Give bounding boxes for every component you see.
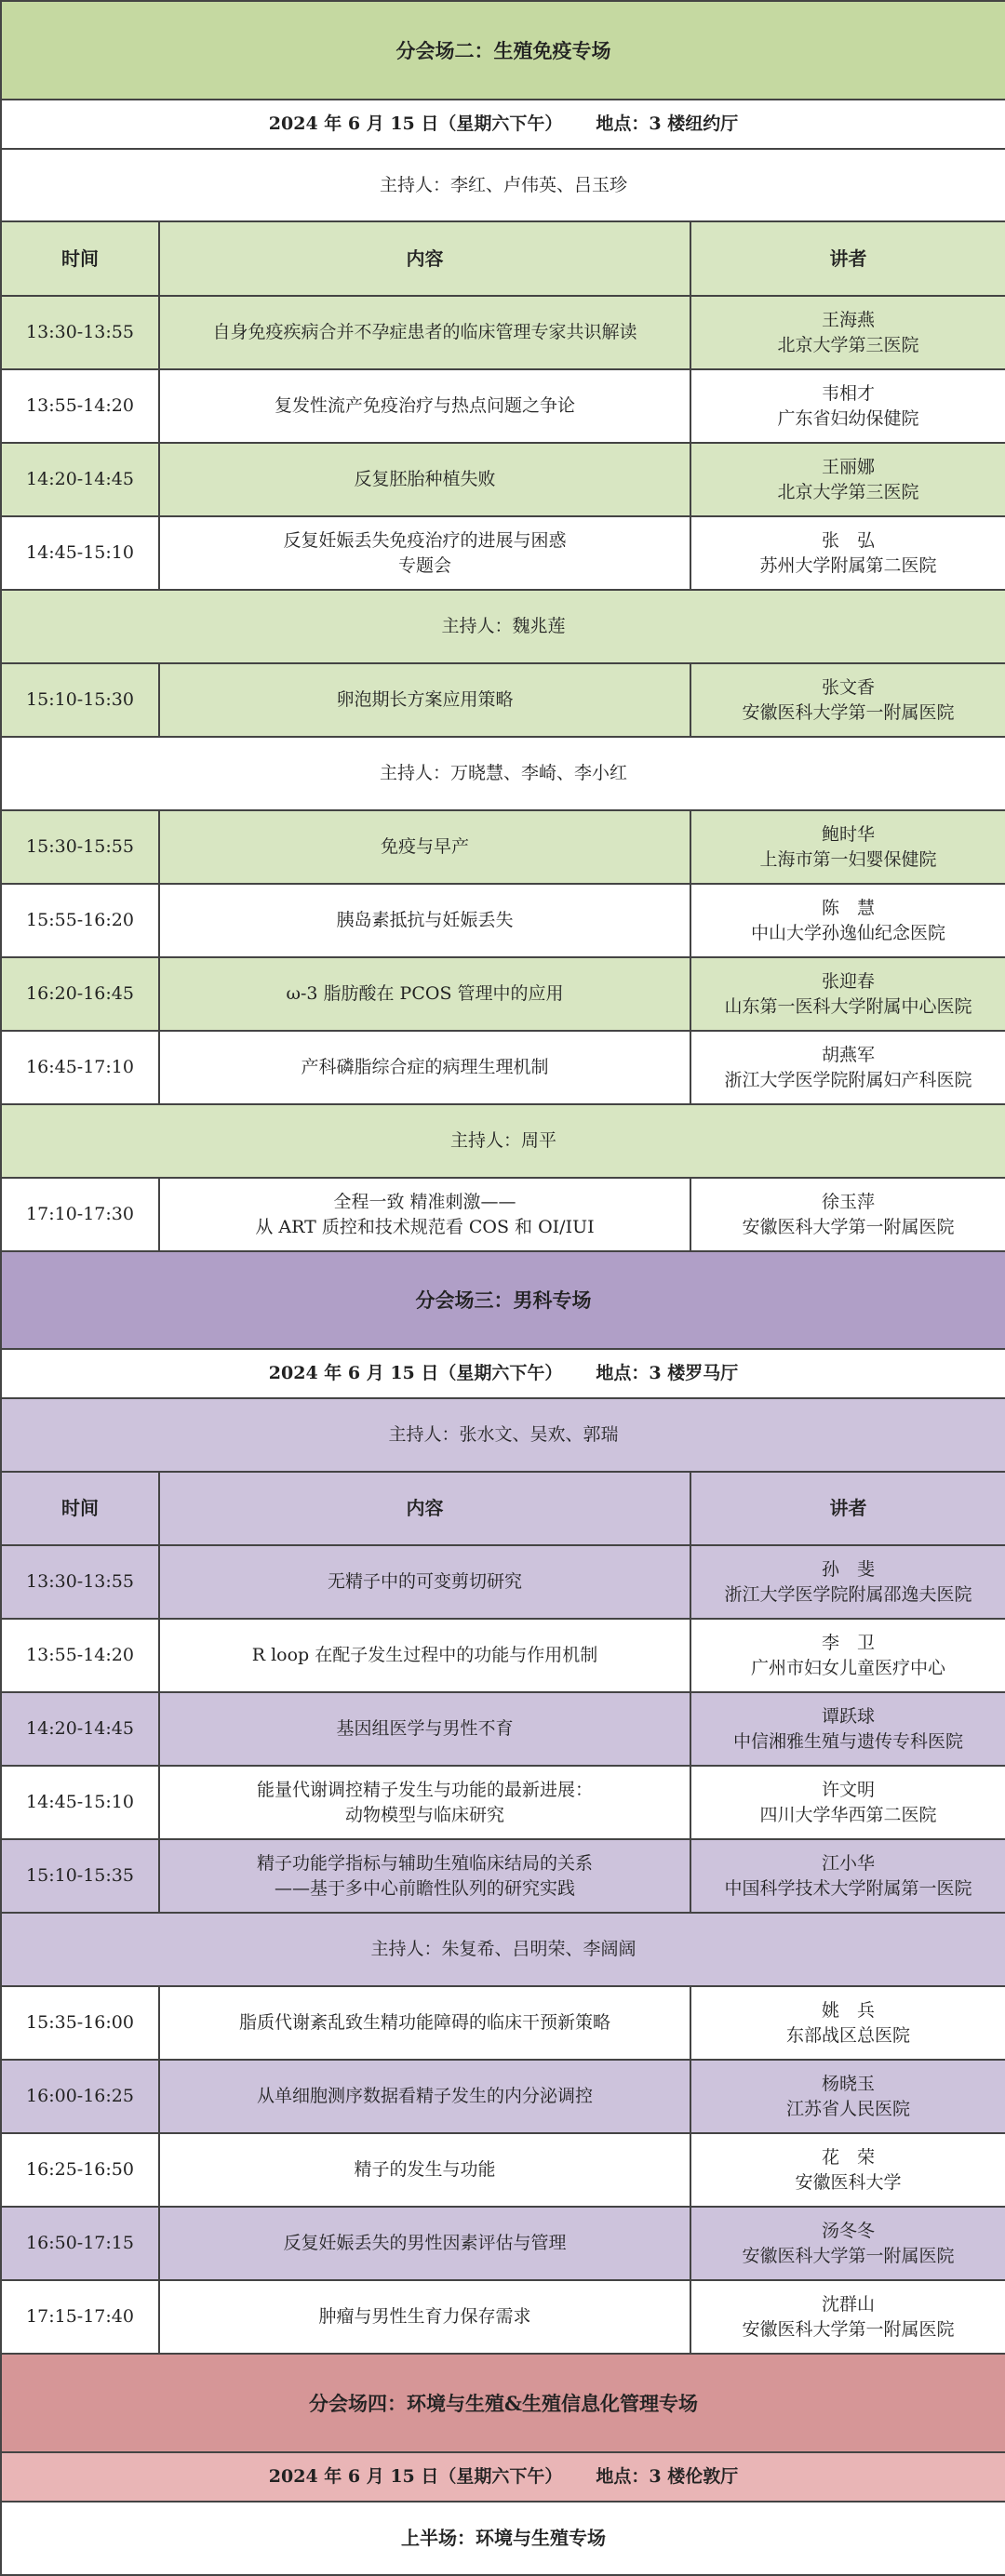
talk-time: 16:20-16:45 (1, 957, 159, 1031)
header-content: 内容 (159, 221, 690, 296)
header-content: 内容 (159, 1472, 690, 1545)
talk-content (159, 1986, 690, 2060)
talk-time: 14:45-15:10 (1, 1766, 159, 1839)
talk-speaker-line: 上海市第一妇婴保健院 (759, 848, 937, 870)
talk-speaker (690, 663, 1005, 737)
talk-speaker-line: 东部战区总医院 (786, 2024, 911, 2046)
talk-speaker (690, 1178, 1005, 1251)
talk-content-line: 基因组医学与男性不育 (336, 1718, 514, 1739)
talk-time: 13:30-13:55 (1, 1545, 159, 1619)
talk-content-line: 反复妊娠丢失的男性因素评估与管理 (283, 2233, 567, 2253)
talk-content (159, 2207, 690, 2280)
host-row (1, 737, 1005, 810)
talk-speaker-line: 苏州大学附属第二医院 (759, 554, 937, 576)
talk-speaker (690, 1839, 1005, 1913)
talk-row (1, 1619, 1005, 1692)
talk-row (1, 1986, 1005, 2060)
talk-time: 14:45-15:10 (1, 516, 159, 590)
host-text: 主持人：万晓慧、李崎、李小红 (1, 737, 1005, 810)
talk-speaker (690, 884, 1005, 957)
talk-time: 16:25-16:50 (1, 2133, 159, 2207)
talk-row (1, 1692, 1005, 1766)
talk-speaker (690, 1619, 1005, 1692)
host-row (1, 149, 1005, 221)
session-date-row (1, 1349, 1005, 1398)
header-speaker: 讲者 (690, 1472, 1005, 1545)
session-date: 2024 年 6 月 15 日（星期六下午） (268, 2466, 563, 2487)
talk-row (1, 1031, 1005, 1104)
talk-row (1, 1766, 1005, 1839)
talk-row (1, 296, 1005, 369)
session-date-location (1, 1349, 1005, 1398)
talk-speaker-line: 王丽娜 (822, 456, 876, 477)
talk-content-line: 无精子中的可变剪切研究 (327, 1571, 522, 1592)
talk-speaker-line: 浙江大学医学院附属妇产科医院 (724, 1069, 972, 1090)
talk-content-line: 动物模型与临床研究 (344, 1804, 504, 1825)
talk-speaker-line: 浙江大学医学院附属邵逸夫医院 (724, 1583, 972, 1605)
talk-row (1, 1178, 1005, 1251)
talk-speaker (690, 1545, 1005, 1619)
session-title: 分会场二：生殖免疫专场 (1, 1, 1005, 100)
talk-time: 13:30-13:55 (1, 296, 159, 369)
session-location: 地点：3 楼罗马厅 (596, 1363, 739, 1383)
talk-speaker-line: 张迎春 (822, 970, 876, 992)
session-date-location (1, 2452, 1005, 2502)
talk-row (1, 2207, 1005, 2280)
talk-content-line: 能量代谢调控精子发生与功能的最新进展： (256, 1779, 593, 1800)
talk-speaker-line: 四川大学华西第二医院 (759, 1804, 937, 1825)
talk-time: 15:30-15:55 (1, 810, 159, 884)
talk-content (159, 1839, 690, 1913)
talk-content-line: ——基于多中心前瞻性队列的研究实践 (274, 1877, 575, 1899)
talk-speaker-line: 安徽医科大学第一附属医院 (742, 2318, 955, 2340)
session-title-row (1, 1, 1005, 100)
talk-content (159, 1178, 690, 1251)
talk-time: 16:45-17:10 (1, 1031, 159, 1104)
talk-speaker-line: 汤冬冬 (822, 2220, 876, 2241)
talk-content (159, 296, 690, 369)
talk-speaker (690, 2280, 1005, 2354)
talk-content (159, 516, 690, 590)
talk-speaker (690, 2207, 1005, 2280)
talk-row (1, 443, 1005, 516)
talk-content-line: 自身免疫疾病合并不孕症患者的临床管理专家共识解读 (212, 322, 637, 342)
talk-speaker (690, 296, 1005, 369)
talk-speaker-line: 安徽医科大学第一附属医院 (742, 701, 955, 723)
talk-speaker (690, 957, 1005, 1031)
talk-content-line: 全程一致 精准刺激—— (333, 1191, 516, 1212)
header-time: 时间 (1, 221, 159, 296)
talk-speaker (690, 443, 1005, 516)
talk-content-line: 卵泡期长方案应用策略 (336, 689, 514, 710)
talk-content-line: 精子的发生与功能 (354, 2159, 496, 2180)
host-text: 主持人：魏兆莲 (1, 590, 1005, 663)
half-session-title: 上半场：环境与生殖专场 (1, 2502, 1005, 2575)
talk-content (159, 810, 690, 884)
talk-speaker (690, 1766, 1005, 1839)
talk-speaker-line: 安徽医科大学第一附属医院 (742, 1216, 955, 1237)
host-text: 主持人：李红、卢伟英、吕玉珍 (1, 149, 1005, 221)
host-text: 主持人：朱复希、吕明荣、李阔阔 (1, 1913, 1005, 1986)
talk-content-line: 脂质代谢紊乱致生精功能障碍的临床干预新策略 (238, 2012, 610, 2033)
talk-speaker-line: 杨晓玉 (822, 2073, 876, 2094)
talk-content-line: 从单细胞测序数据看精子发生的内分泌调控 (256, 2086, 593, 2106)
session-date: 2024 年 6 月 15 日（星期六下午） (268, 1363, 563, 1383)
talk-content-line: R loop 在配子发生过程中的功能与作用机制 (251, 1645, 598, 1665)
talk-time: 15:55-16:20 (1, 884, 159, 957)
talk-speaker (690, 810, 1005, 884)
talk-content-line: 胰岛素抵抗与妊娠丢失 (336, 910, 514, 930)
talk-row (1, 810, 1005, 884)
session-title-row (1, 2354, 1005, 2452)
talk-time: 14:20-14:45 (1, 1692, 159, 1766)
talk-content-line: 反复妊娠丢失免疫治疗的进展与困惑 (283, 529, 567, 551)
header-speaker: 讲者 (690, 221, 1005, 296)
talk-speaker-line: 安徽医科大学 (795, 2171, 902, 2193)
talk-speaker (690, 1986, 1005, 2060)
talk-content (159, 1766, 690, 1839)
talk-speaker-line: 中信湘雅生殖与遗传专科医院 (733, 1730, 964, 1752)
half-session-row (1, 2502, 1005, 2575)
host-row (1, 590, 1005, 663)
talk-speaker-line: 张文香 (822, 676, 876, 698)
talk-speaker-line: 北京大学第三医院 (777, 481, 919, 502)
host-text: 主持人：张水文、吴欢、郭瑞 (1, 1398, 1005, 1472)
talk-content (159, 1545, 690, 1619)
talk-speaker-line: 姚 兵 (822, 1999, 876, 2021)
talk-speaker-line: 江小华 (822, 1852, 876, 1874)
talk-speaker-line: 山东第一医科大学附属中心医院 (724, 995, 972, 1017)
talk-time: 15:35-16:00 (1, 1986, 159, 2060)
host-row (1, 1398, 1005, 1472)
talk-speaker-line: 王海燕 (822, 309, 876, 330)
talk-row (1, 884, 1005, 957)
talk-speaker-line: 花 荣 (822, 2146, 876, 2168)
session-date-location (1, 100, 1005, 149)
talk-time: 16:50-17:15 (1, 2207, 159, 2280)
talk-speaker (690, 2133, 1005, 2207)
talk-speaker-line: 北京大学第三医院 (777, 334, 919, 355)
talk-content-line: 反复胚胎种植失败 (354, 469, 496, 489)
talk-row (1, 2133, 1005, 2207)
talk-speaker-line: 陈 慧 (822, 897, 876, 918)
talk-content (159, 1692, 690, 1766)
talk-speaker-line: 李 卫 (822, 1632, 876, 1653)
talk-speaker-line: 张 弘 (822, 529, 876, 551)
talk-content-line: 复发性流产免疫治疗与热点问题之争论 (274, 395, 575, 416)
talk-speaker-line: 胡燕军 (822, 1044, 876, 1065)
talk-time: 17:10-17:30 (1, 1178, 159, 1251)
session-date-row (1, 2452, 1005, 2502)
talk-speaker-line: 中山大学孙逸仙纪念医院 (751, 922, 946, 943)
column-header-row (1, 1472, 1005, 1545)
talk-content-line: 精子功能学指标与辅助生殖临床结局的关系 (256, 1852, 593, 1874)
talk-row (1, 516, 1005, 590)
talk-row (1, 1545, 1005, 1619)
talk-row (1, 1839, 1005, 1913)
talk-row (1, 369, 1005, 443)
talk-content-line: ω-3 脂肪酸在 PCOS 管理中的应用 (286, 983, 564, 1004)
session-location: 地点：3 楼纽约厅 (596, 113, 739, 134)
session-title-row (1, 1251, 1005, 1349)
talk-content (159, 2060, 690, 2133)
host-text: 主持人：周平 (1, 1104, 1005, 1178)
talk-content (159, 663, 690, 737)
talk-speaker (690, 1692, 1005, 1766)
talk-speaker (690, 2060, 1005, 2133)
talk-time: 13:55-14:20 (1, 369, 159, 443)
session-title: 分会场四：环境与生殖&生殖信息化管理专场 (1, 2354, 1005, 2452)
talk-speaker-line: 孙 斐 (822, 1558, 876, 1580)
column-header-row (1, 221, 1005, 296)
talk-speaker-line: 谭跃球 (822, 1705, 876, 1727)
talk-speaker-line: 许文明 (822, 1779, 876, 1800)
talk-time: 17:15-17:40 (1, 2280, 159, 2354)
talk-speaker-line: 韦相才 (822, 382, 876, 404)
talk-content-line: 免疫与早产 (380, 836, 469, 857)
talk-content-line: 肿瘤与男性生育力保存需求 (318, 2306, 531, 2327)
talk-content (159, 2280, 690, 2354)
schedule-body (1, 1, 1005, 2575)
host-row (1, 1913, 1005, 1986)
talk-time: 16:00-16:25 (1, 2060, 159, 2133)
talk-speaker (690, 516, 1005, 590)
session-date-row (1, 100, 1005, 149)
talk-time: 15:10-15:35 (1, 1839, 159, 1913)
talk-content (159, 884, 690, 957)
talk-row (1, 957, 1005, 1031)
host-row (1, 1104, 1005, 1178)
talk-speaker (690, 1031, 1005, 1104)
session-date: 2024 年 6 月 15 日（星期六下午） (268, 113, 563, 134)
session-location: 地点：3 楼伦敦厅 (596, 2466, 739, 2487)
talk-content-line: 从 ART 质控和技术规范看 COS 和 OI/IUI (255, 1216, 595, 1237)
talk-speaker-line: 中国科学技术大学附属第一医院 (724, 1877, 972, 1899)
talk-content (159, 1031, 690, 1104)
talk-speaker-line: 江苏省人民医院 (786, 2098, 911, 2119)
talk-speaker-line: 鲍时华 (822, 823, 876, 845)
talk-time: 13:55-14:20 (1, 1619, 159, 1692)
talk-content (159, 443, 690, 516)
talk-content (159, 1619, 690, 1692)
talk-row (1, 663, 1005, 737)
talk-speaker-line: 安徽医科大学第一附属医院 (742, 2245, 955, 2266)
talk-speaker-line: 广东省妇幼保健院 (777, 407, 919, 429)
talk-content (159, 369, 690, 443)
header-time: 时间 (1, 1472, 159, 1545)
talk-time: 14:20-14:45 (1, 443, 159, 516)
talk-speaker-line: 广州市妇女儿童医疗中心 (751, 1657, 946, 1678)
talk-content-line: 专题会 (397, 554, 451, 576)
session-title: 分会场三：男科专场 (1, 1251, 1005, 1349)
talk-row (1, 2280, 1005, 2354)
talk-speaker-line: 徐玉萍 (822, 1191, 876, 1212)
talk-row (1, 2060, 1005, 2133)
talk-content (159, 2133, 690, 2207)
talk-content (159, 957, 690, 1031)
talk-time: 15:10-15:30 (1, 663, 159, 737)
talk-speaker-line: 沈群山 (822, 2293, 876, 2315)
talk-speaker (690, 369, 1005, 443)
talk-content-line: 产科磷脂综合症的病理生理机制 (301, 1057, 549, 1077)
